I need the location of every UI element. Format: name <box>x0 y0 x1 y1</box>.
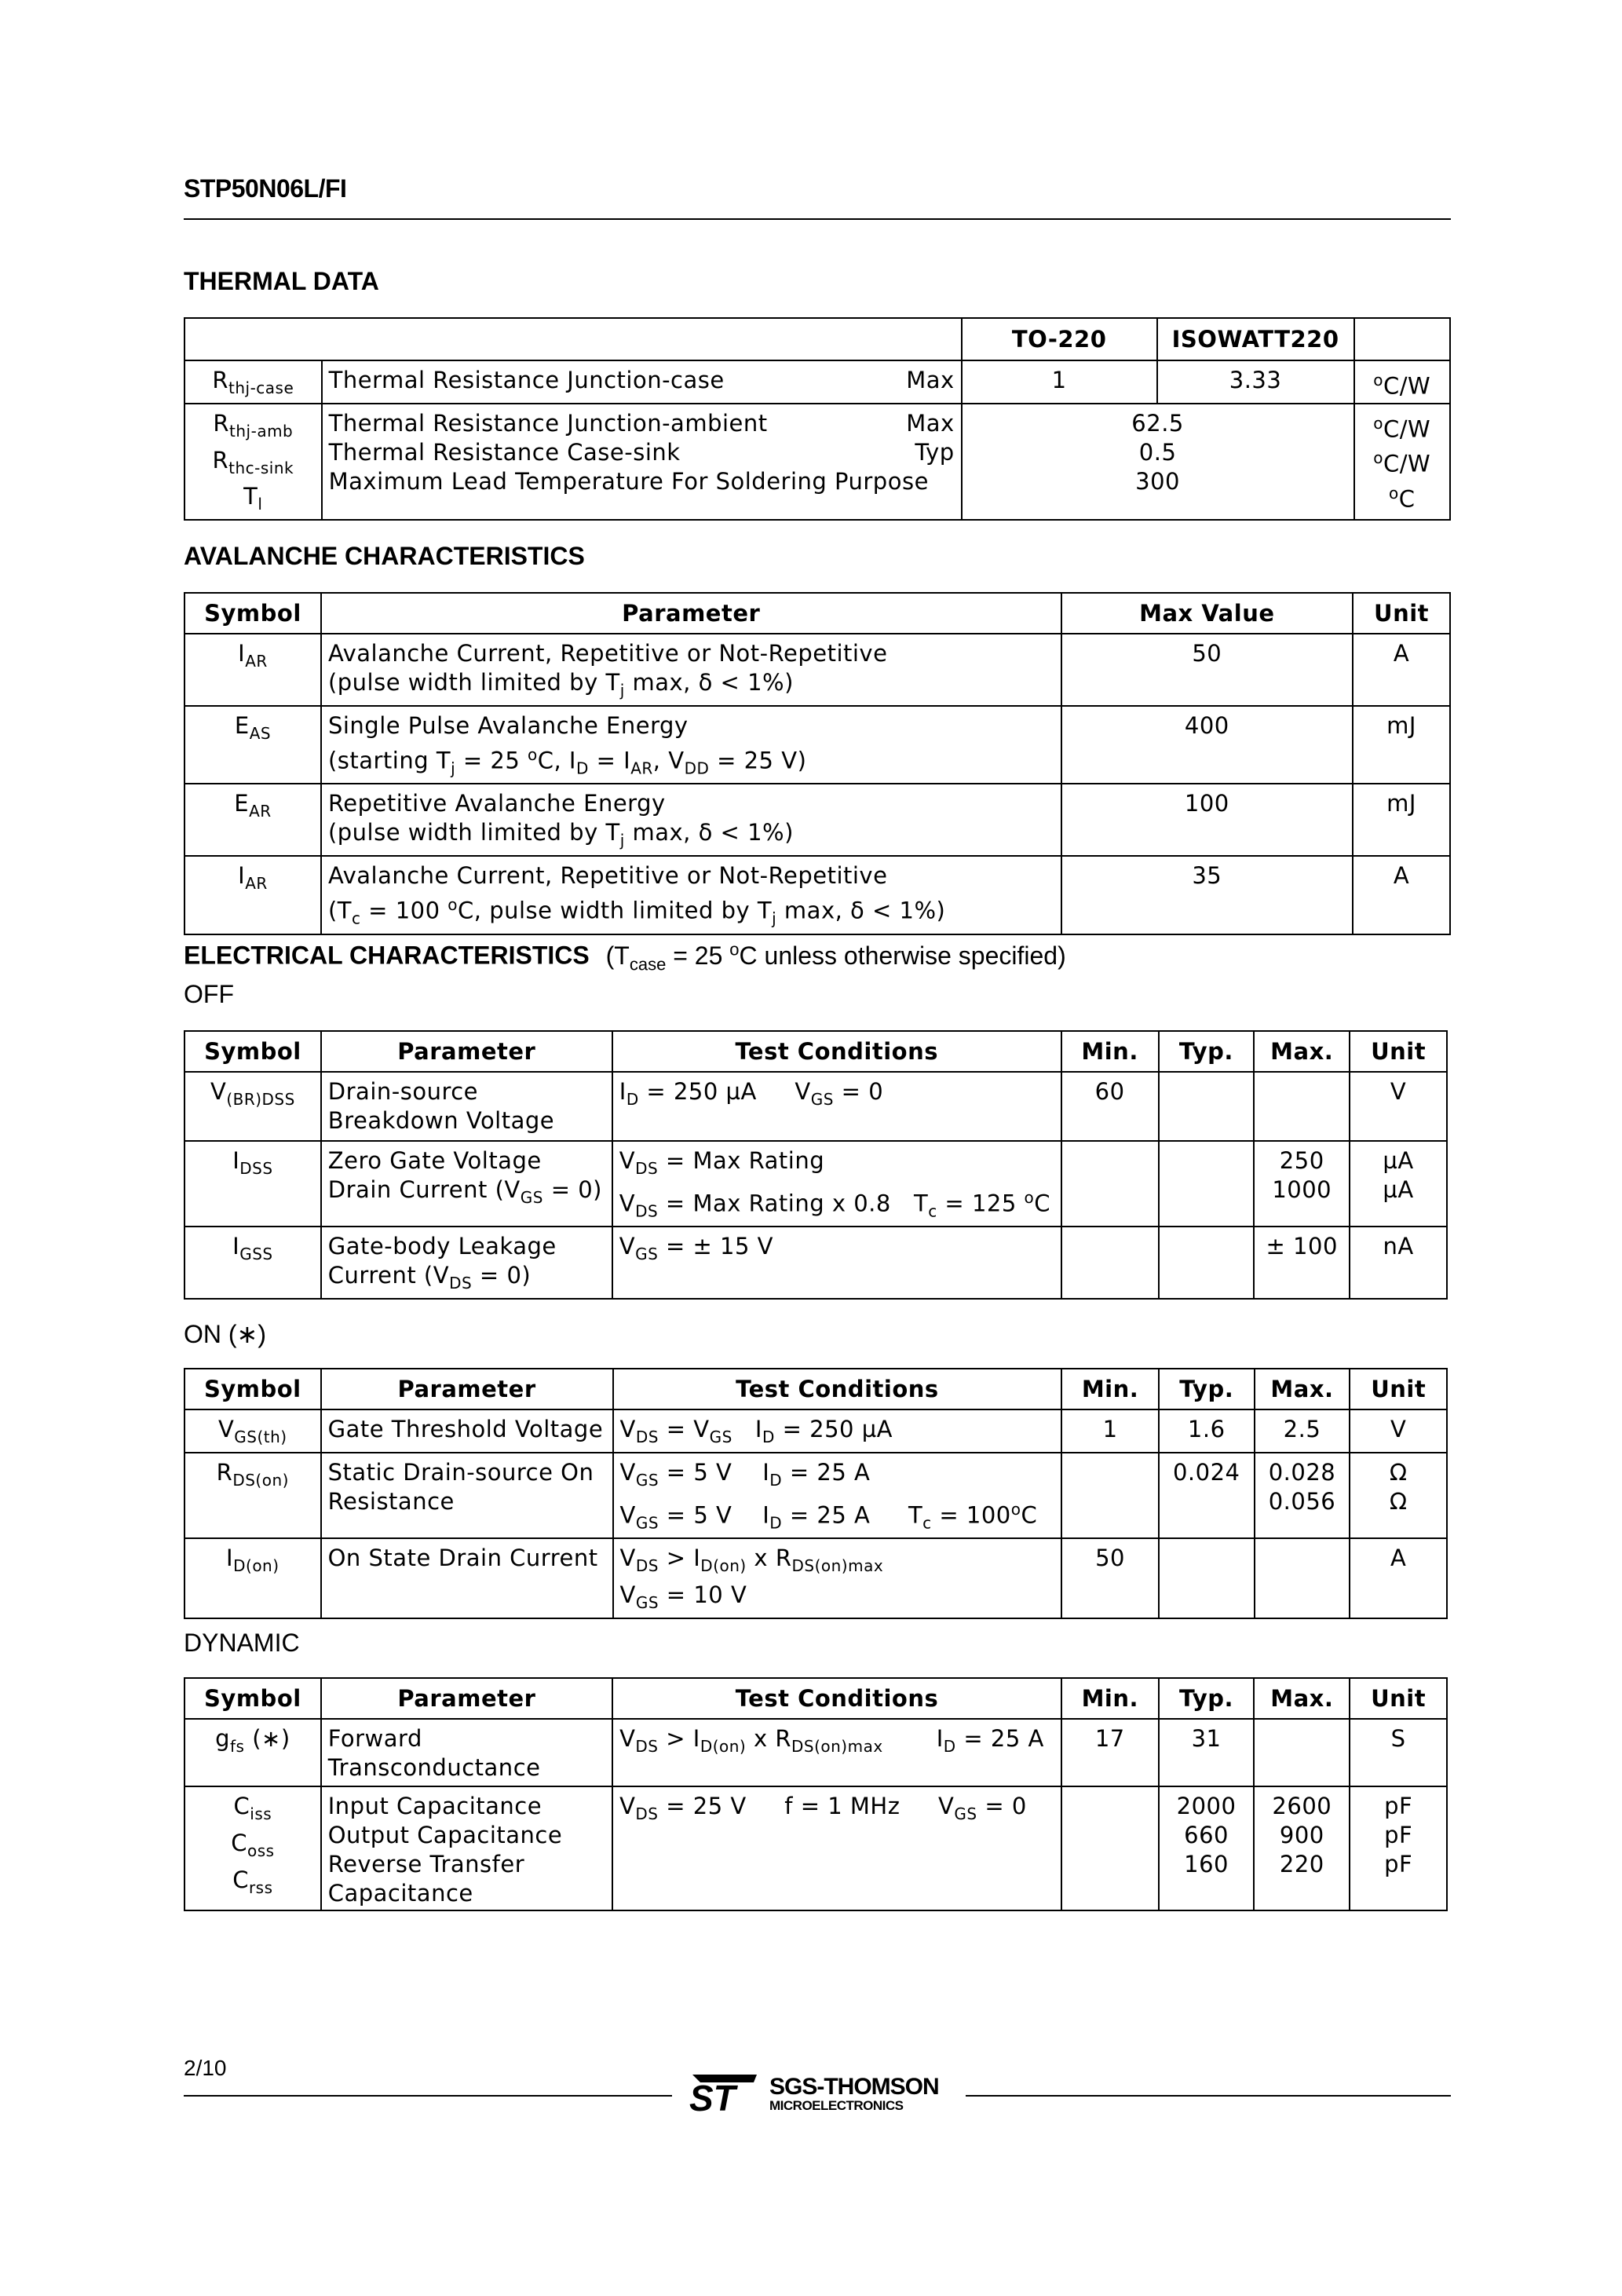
param-thermal-junction-case: Thermal Resistance Junction-case <box>328 367 725 393</box>
header-min: Min. <box>1061 1031 1159 1072</box>
col-isowatt220: ISOWATT220 <box>1157 318 1354 360</box>
table-row: $R_{DS(on)}$ Static Drain-source On Resistance $V_{GS} = 5$ V $I_D = 25$ A $V_{GS} = 5$ V $I_D = 25$ A $T_c = 100^oC$ 0.024 0.028 0.056 Ω Ω <box>184 1453 1447 1538</box>
header-symbol: Symbol <box>184 593 321 634</box>
value-isowatt220: 3.33 <box>1157 360 1354 404</box>
values-group: 62.5 0.5 300 <box>962 404 1354 520</box>
header-test-conditions: Test Conditions <box>612 1031 1061 1072</box>
units-group: $^o$C/W $^o$C/W $^o$C <box>1354 404 1450 520</box>
header-min: Min. <box>1061 1369 1159 1409</box>
header-test-conditions: Test Conditions <box>613 1369 1062 1409</box>
page-number: 2/10 <box>184 2056 227 2080</box>
table-row: $C_{iss}$ $C_{oss}$ $C_{rss}$ Input Capacitance Output Capacitance Reverse Transfer Capacitance $V_{DS} = 25$ V f = 1 MHz $V_{GS} = 0$ 2000 660 160 2600 900 220 pF pF pF <box>184 1786 1447 1910</box>
params-group: Thermal Resistance Junction-ambient Max Thermal Resistance Case-sink Typ Maximum Lead Temperature For Soldering Purpose <box>322 404 962 520</box>
header-parameter: Parameter <box>321 1369 613 1409</box>
electrical-title: ELECTRICAL CHARACTERISTICS ($T_{case} = 25$ $^o$C unless otherwise specified) <box>184 939 1066 974</box>
unit: $^o$C/W <box>1354 360 1450 404</box>
thermal-data-table: TO-220 ISOWATT220 $R_{thj-case}$ Thermal Resistance Junction-case Max 1 3.33 $^o$C/W $R_{thj-amb}$ $R_{thc-sink}$ $T_l$ Thermal Resistance Junction-ambient Max Thermal Resistance Case-sink Typ Maximum Lead Temperature For Soldering Purpose 62.5 0.5 300 $^o$C/W $^o$C/W $^o$C <box>184 317 1451 521</box>
header-max: Max. <box>1254 1678 1350 1719</box>
header-min: Min. <box>1061 1678 1159 1719</box>
header-parameter: Parameter <box>321 1678 612 1719</box>
table-row: $I_{AR}$ Avalanche Current, Repetitive or Not-Repetitive ($T_c = 100$ $^o$C, pulse width limited by $T_j$ max, δ < 1%) 35 A <box>184 856 1450 934</box>
on-table <box>184 1368 1448 1619</box>
dynamic-title: DYNAMIC <box>184 1629 300 1657</box>
header-unit: Unit <box>1353 593 1450 634</box>
footer-rule-right <box>966 2095 1451 2097</box>
header-parameter: Parameter <box>321 593 1061 634</box>
header-max: Max. <box>1255 1369 1350 1409</box>
col-to220: TO-220 <box>962 318 1157 360</box>
electrical-conditions: ($T_{case} = 25$ $^o$C unless otherwise specified) <box>605 939 1066 974</box>
table-row: $I_{DSS}$ Zero Gate Voltage Drain Current $(V_{GS} = 0)$ $V_{DS}$ = Max Rating $V_{DS}$ = Max Rating x 0.8 $T_c = 125$ $^o$C 250 1000 µA µA <box>184 1141 1447 1227</box>
svg-text:ST: ST <box>689 2078 736 2114</box>
table-row: $I_{AR}$ Avalanche Current, Repetitive or Not-Repetitive (pulse width limited by $T_j$ max, δ < 1%) 50 A <box>184 634 1450 706</box>
table-row: $E_{AS}$ Single Pulse Avalanche Energy (starting $T_j = 25$ $^o$C, $I_D = I_{AR}$, $V_{DD} = 25$ V) 400 mJ <box>184 706 1450 784</box>
header-unit: Unit <box>1350 1678 1447 1719</box>
avalanche-title: AVALANCHE CHARACTERISTICS <box>184 542 585 570</box>
header-test-conditions: Test Conditions <box>612 1678 1061 1719</box>
off-title: OFF <box>184 980 234 1008</box>
header-unit: Unit <box>1350 1031 1447 1072</box>
header-max-value: Max Value <box>1061 593 1353 634</box>
brand-subtitle: MICROELECTRONICS <box>769 2097 904 2113</box>
header-rule <box>184 218 1451 220</box>
header-symbol: Symbol <box>184 1031 321 1072</box>
header-typ: Typ. <box>1159 1031 1255 1072</box>
header-typ: Typ. <box>1159 1678 1255 1719</box>
value-to220: 1 <box>962 360 1157 404</box>
header-symbol: Symbol <box>184 1678 321 1719</box>
header-unit: Unit <box>1350 1369 1447 1409</box>
header-max: Max. <box>1254 1031 1350 1072</box>
dynamic-table <box>184 1677 1448 1911</box>
thermal-data-title: THERMAL DATA <box>184 267 379 295</box>
st-logo-icon <box>685 2073 758 2114</box>
symbols-group: $R_{thj-amb}$ $R_{thc-sink}$ $T_l$ <box>184 404 322 520</box>
avalanche-table <box>184 592 1451 935</box>
table-row: $V_{GS(th)}$ Gate Threshold Voltage $V_{DS} = V_{GS}$ $I_D = 250$ µA 1 1.6 2.5 V <box>184 1409 1447 1453</box>
header-parameter: Parameter <box>321 1031 612 1072</box>
table-row: $I_{GSS}$ Gate-body Leakage Current $(V_{DS} = 0)$ $V_{GS}$ = ± 15 V ± 100 nA <box>184 1227 1447 1299</box>
off-table <box>184 1030 1448 1300</box>
footer-rule-left <box>184 2095 672 2097</box>
table-row: $I_{D(on)}$ On State Drain Current $V_{DS} > I_{D(on)}$ x $R_{DS(on)max}$ $V_{GS} = 10$ V 50 A <box>184 1538 1447 1618</box>
header-symbol: Symbol <box>184 1369 321 1409</box>
brand-name: SGS-THOMSON <box>769 2073 939 2100</box>
table-row: $g_{fs}$ (∗) Forward Transconductance $V_{DS} > I_{D(on)}$ x $R_{DS(on)max}$ $I_D = 25$ A 17 31 S <box>184 1719 1447 1786</box>
brand-logo <box>685 2073 939 2114</box>
on-title: ON (∗) <box>184 1320 267 1348</box>
table-row: $E_{AR}$ Repetitive Avalanche Energy (pulse width limited by $T_j$ max, δ < 1%) 100 mJ <box>184 784 1450 856</box>
symbol-rthj-case: $R_{thj-case}$ <box>184 360 322 404</box>
table-row: $V_{(BR)DSS}$ Drain-source Breakdown Voltage $I_D = 250$ µA $V_{GS} = 0$ 60 V <box>184 1072 1447 1141</box>
header-typ: Typ. <box>1159 1369 1255 1409</box>
document-number: STP50N06L/FI <box>184 174 347 203</box>
